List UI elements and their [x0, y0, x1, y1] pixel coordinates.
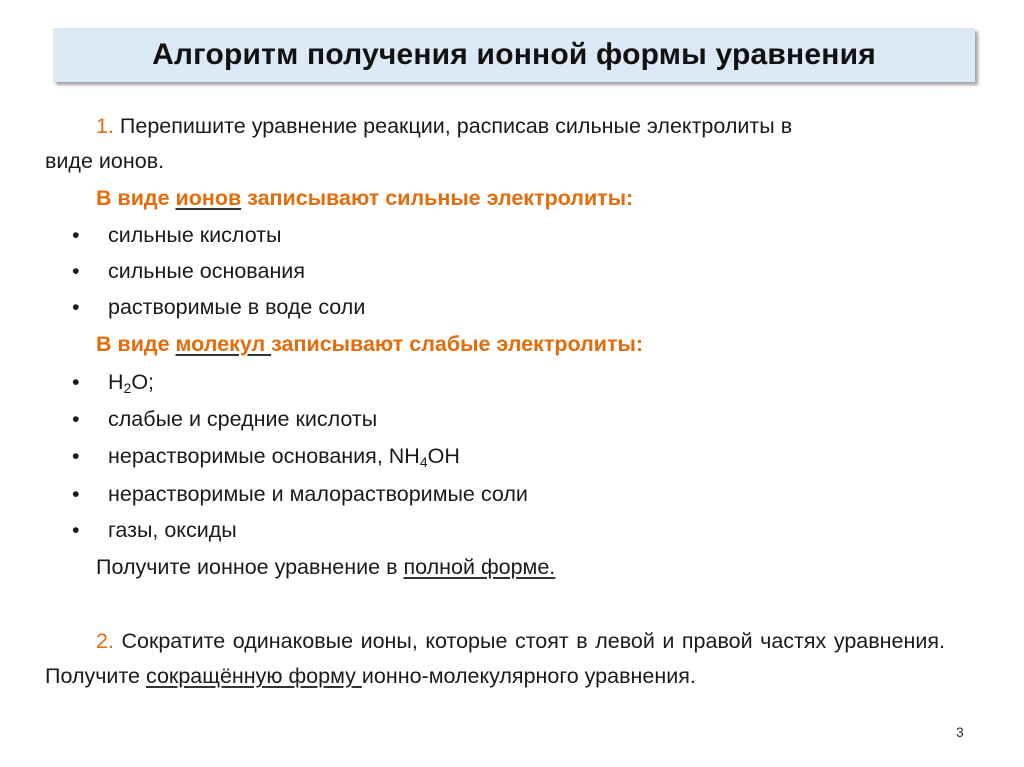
strong-item-1: сильные кислоты: [108, 223, 282, 247]
page-number: 3: [956, 724, 964, 740]
step1-number: 1.: [96, 114, 114, 138]
weak-heading-suffix: записывают слабые электролиты:: [271, 332, 644, 356]
h2o-subscript: 2: [123, 380, 132, 396]
weak-item-2: слабые и средние кислоты: [108, 407, 378, 431]
weak-heading: [96, 331, 643, 357]
full-form-underlined: полной форме.: [403, 555, 556, 579]
strong-heading: [96, 185, 633, 211]
weak-item-5: газы, оксиды: [108, 518, 237, 542]
step2-number: 2.: [96, 629, 114, 653]
nh4oh-part-b: OH: [427, 444, 460, 468]
h2o-part-b: O;: [131, 370, 155, 394]
nh4oh-part-a: нерастворимые основания, NH: [108, 444, 420, 468]
full-form-prefix: Получите ионное уравнение в: [96, 555, 404, 579]
full-form-line: [96, 554, 555, 580]
bullet-icon: •: [72, 407, 80, 431]
bullet-icon: •: [72, 370, 80, 394]
bullet-icon: •: [72, 444, 80, 468]
strong-item-2: сильные основания: [108, 259, 305, 283]
nh4oh-subscript: 4: [419, 454, 428, 470]
step2-text-part1: Сократите одинаковые ионы, которые стоят в левой и правой частях уравнения. Получите: [45, 629, 945, 688]
step2-text-part2: ионно-молекулярного уравнения.: [361, 664, 696, 688]
step1-text-line2: виде ионов.: [45, 149, 165, 173]
bullet-icon: •: [72, 259, 80, 283]
strong-heading-underlined: ионов: [175, 186, 242, 210]
bullet-icon: •: [72, 518, 80, 542]
weak-heading-prefix: В виде: [96, 332, 176, 356]
weak-item-h2o: [108, 369, 154, 395]
bullet-icon: •: [72, 482, 80, 506]
h2o-part-a: H: [108, 370, 124, 394]
bullet-icon: •: [72, 295, 80, 319]
strong-item-3: растворимые в воде соли: [108, 295, 366, 319]
step1-line1: [96, 113, 792, 139]
step1-text-line1: Перепишите уравнение реакции, расписав сильные электролиты в: [119, 114, 793, 138]
step1-line2: [45, 148, 164, 174]
title-banner: [53, 28, 975, 82]
weak-item-nh4oh: [108, 443, 460, 469]
weak-item-4: нерастворимые и малорастворимые соли: [108, 482, 528, 506]
bullet-icon: •: [72, 223, 80, 247]
strong-heading-suffix: записывают сильные электролиты:: [241, 186, 634, 210]
step2-underlined: сокращённую форму: [145, 664, 362, 688]
strong-heading-prefix: В виде: [96, 186, 176, 210]
slide-title: Алгоритм получения ионной формы уравнения: [152, 38, 876, 71]
step2-paragraph: [45, 624, 945, 694]
weak-heading-underlined: молекул: [175, 332, 272, 356]
